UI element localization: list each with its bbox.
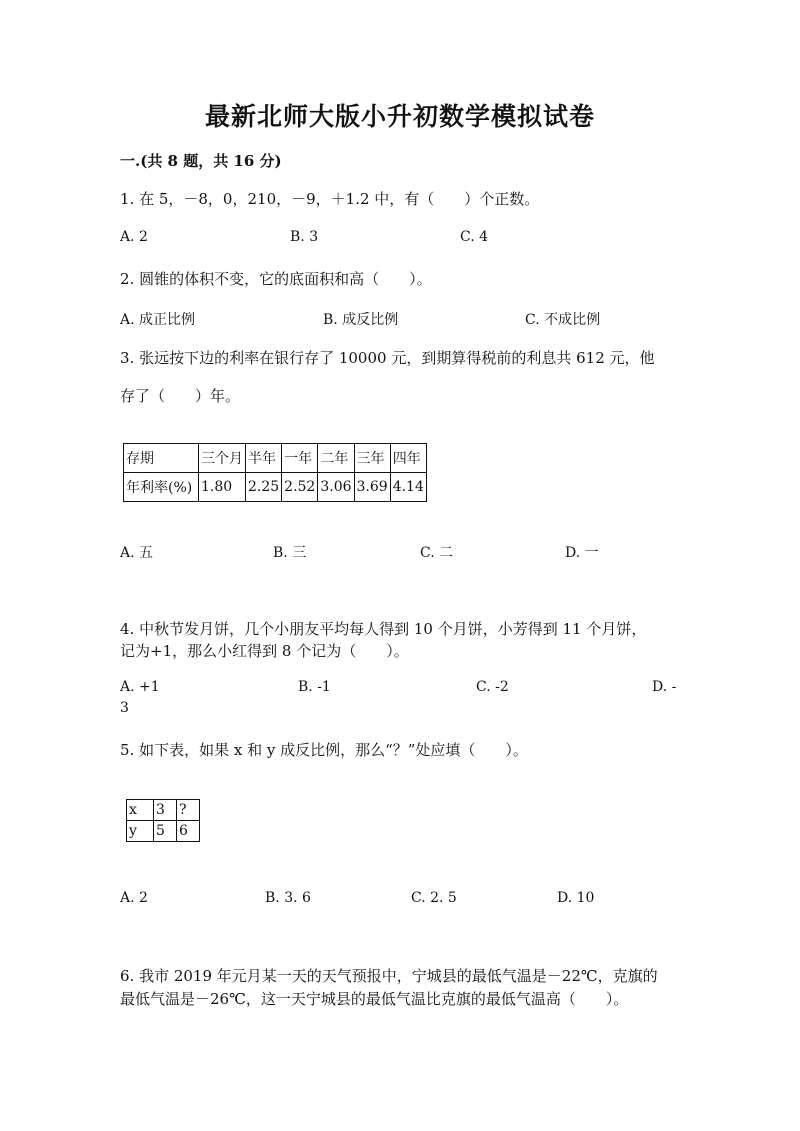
table-cell: ? [177, 800, 200, 821]
question-4-line-2: 记为+1，那么小红得到 8 个记为（ ）。 [120, 642, 409, 660]
table-cell: 4.14 [390, 473, 426, 502]
q5-option-d: D. 10 [557, 890, 595, 906]
table-row [127, 821, 200, 842]
q1-option-a: A. 2 [120, 229, 148, 245]
table-cell: 半年 [246, 444, 282, 473]
question-3-line-2: 存了（ ）年。 [120, 387, 241, 405]
q1-option-c: C. 4 [460, 229, 489, 245]
q4-option-c: C. -2 [476, 679, 509, 695]
table-row [124, 444, 427, 473]
q2-option-a: A. 成正比例 [120, 312, 196, 328]
q2-option-c: C. 不成比例 [525, 312, 601, 328]
table-cell: 3.06 [318, 473, 354, 502]
table-cell: y [127, 821, 154, 842]
xy-table [126, 799, 200, 842]
table-cell: 3 [154, 800, 177, 821]
table-cell: 1.80 [199, 473, 246, 502]
q3-option-d: D. 一 [565, 545, 599, 561]
q3-option-a: A. 五 [120, 545, 154, 561]
table-cell: 2.25 [246, 473, 282, 502]
question-4-line-1: 4. 中秋节发月饼，几个小朋友平均每人得到 10 个月饼，小芳得到 11 个月饼， [120, 620, 647, 638]
q5-option-b: B. 3. 6 [265, 890, 311, 906]
q4-option-b: B. -1 [298, 679, 331, 695]
q2-option-b: B. 成反比例 [323, 312, 399, 328]
table-cell: 一年 [282, 444, 318, 473]
table-cell: 存期 [124, 444, 199, 473]
question-1-text: 1. 在 5，－8，0，210，－9，＋1.2 中，有（ ）个正数。 [120, 190, 540, 208]
section-heading: 一.(共 8 题，共 16 分) [120, 152, 282, 170]
q4-option-a: A. +1 [120, 679, 160, 695]
question-2-text: 2. 圆锥的体积不变，它的底面积和高（ ）。 [120, 270, 432, 288]
table-cell: 5 [154, 821, 177, 842]
q5-option-a: A. 2 [120, 890, 148, 906]
question-6-line-1: 6. 我市 2019 年元月某一天的天气预报中，宁城县的最低气温是－22℃，克旗的 [120, 967, 658, 985]
q1-option-b: B. 3 [290, 229, 319, 245]
table-cell: 二年 [318, 444, 354, 473]
q4-option-d: D. - [652, 679, 677, 695]
question-6-line-2: 最低气温是－26℃，这一天宁城县的最低气温比克旗的最低气温高（ ）。 [120, 990, 629, 1008]
interest-rate-table [123, 443, 427, 502]
table-cell: 3.69 [354, 473, 390, 502]
table-row [124, 473, 427, 502]
table-cell: 三个月 [199, 444, 246, 473]
q4-option-d-continued: 3 [120, 700, 129, 716]
table-cell: 三年 [354, 444, 390, 473]
table-cell: x [127, 800, 154, 821]
q3-option-b: B. 三 [273, 545, 307, 561]
table-cell: 四年 [390, 444, 426, 473]
table-row [127, 800, 200, 821]
q3-option-c: C. 二 [420, 545, 454, 561]
table-cell: 6 [177, 821, 200, 842]
question-3-line-1: 3. 张远按下边的利率在银行存了 10000 元，到期算得税前的利息共 612 元，他 [120, 349, 655, 367]
question-5-text: 5. 如下表，如果 x 和 y 成反比例，那么“？”处应填（ ）。 [120, 741, 528, 759]
page-title: 最新北师大版小升初数学模拟试卷 [204, 102, 595, 131]
table-cell: 年利率(%) [124, 473, 199, 502]
q5-option-c: C. 2. 5 [411, 890, 457, 906]
table-cell: 2.52 [282, 473, 318, 502]
